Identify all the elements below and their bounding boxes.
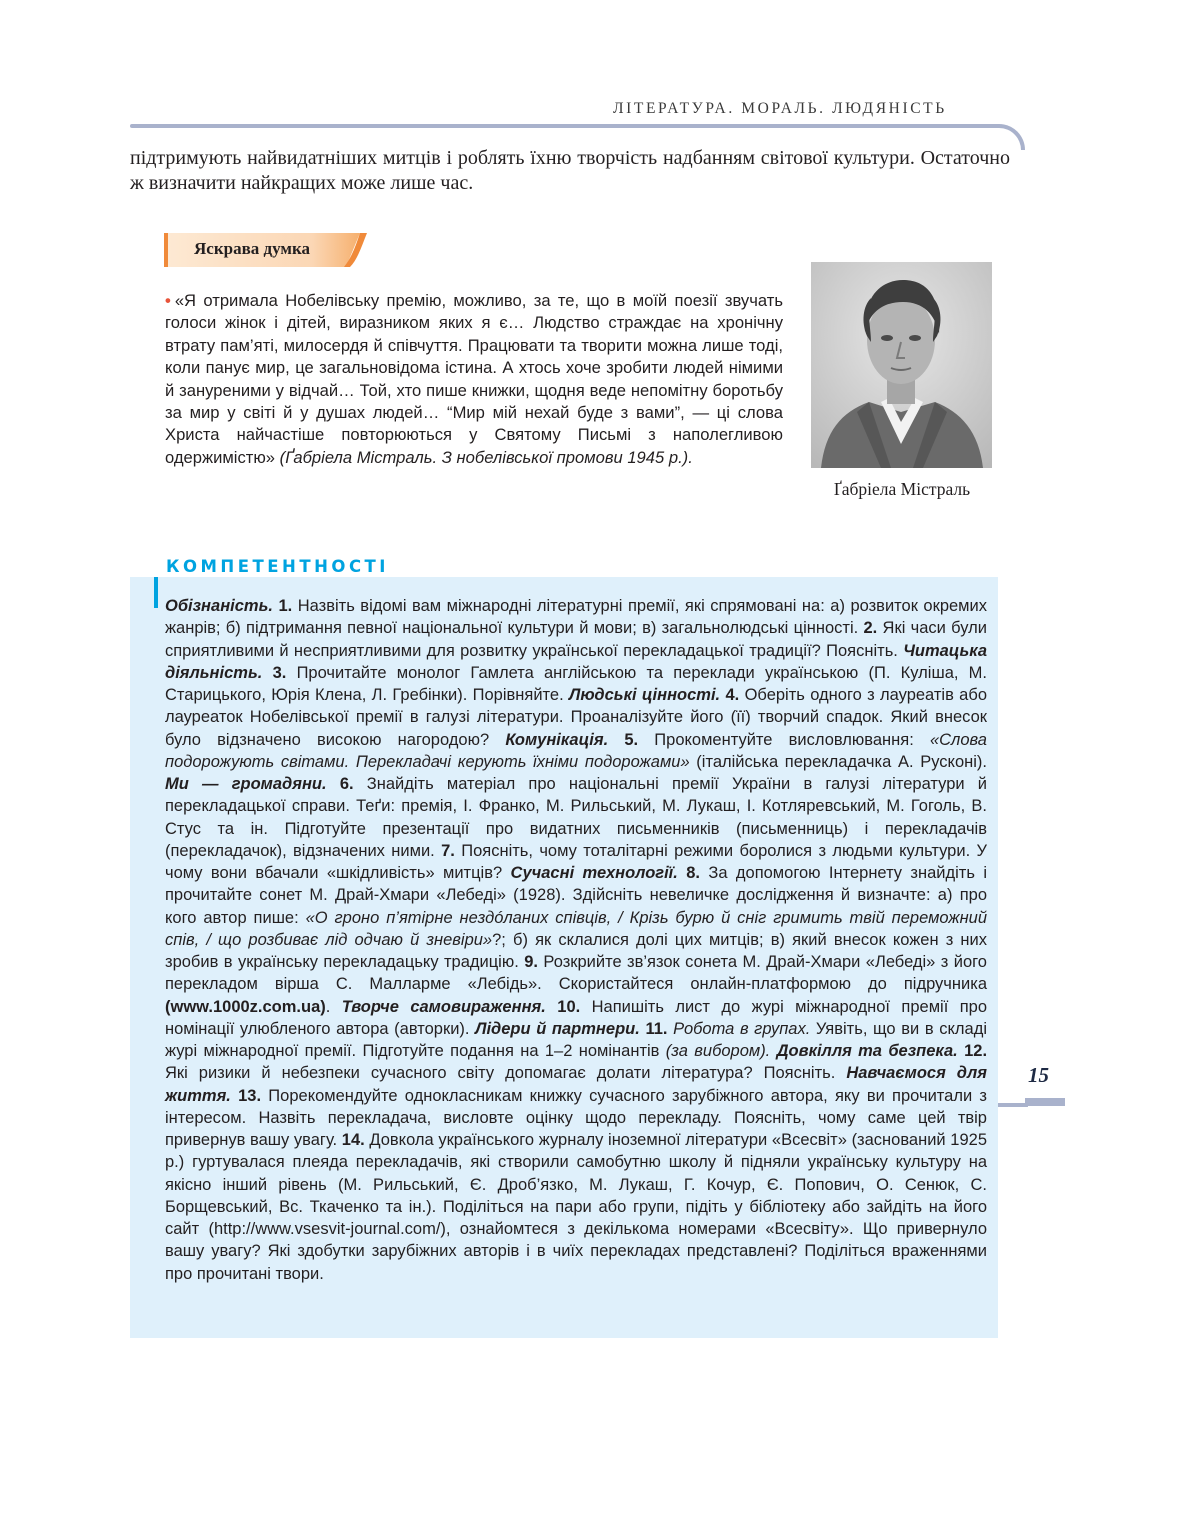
- task-number: 5.: [624, 730, 639, 749]
- task-number: 8.: [686, 864, 700, 882]
- competency-heading: Навчаємося для життя.: [165, 1064, 987, 1105]
- nobel-quote: [165, 290, 783, 469]
- quote-bullet: •: [165, 291, 171, 310]
- task-number: 1.: [278, 597, 293, 615]
- competency-heading: Лідери й партнери.: [475, 1019, 640, 1038]
- intro-text: [130, 146, 1010, 196]
- competency-heading: Обізнаність.: [165, 597, 273, 615]
- task-text: Порекомендуйте однокласникам книжку сучасного зарубіжного автора, яку ви прочитали з інтересом. Назвіть перекладача, висловте оцінку щодо перекладу. Поясніть, чому саме цей твір привернув вашу увагу.: [165, 1086, 987, 1149]
- task-number: 4.: [725, 686, 740, 704]
- task-text: За допомогою Інтернету знайдіть і прочитайте сонет М. Драй-Хмари «Лебеді» (1928). Здійсніть невеличке дослідження й визначте: а) про кого автор пише:: [165, 864, 987, 927]
- competency-heading: Творче самовираження.: [341, 997, 546, 1016]
- task-text: (італійська перекладачка А. Русконі).: [689, 752, 987, 771]
- competencies-accent-bar: [154, 577, 158, 608]
- thought-tag: [164, 231, 368, 269]
- task-text: Знайдіть матеріал про національні премії України в галузі літератури й перекладацької справи. Теґи: премія, І. Франко, М. Рильський, М. Лукаш, І. Котляревський, М. Гоголь, В. Стус та ін. Підготуйте презентації про видатних письменників (письменниць) і перекладачів (перекладачок), відзначених ними.: [165, 775, 987, 860]
- task-number: 11.: [645, 1019, 668, 1038]
- competencies-text: [165, 595, 987, 1285]
- competency-heading: Ми — громадяни.: [165, 775, 327, 793]
- task-text: Напишіть лист до журі міжнародної премії про номінації улюбленого автора (авторки).: [165, 997, 987, 1038]
- header-rule: [130, 124, 1000, 128]
- task-number: 12.: [964, 1042, 988, 1060]
- task-text: Прокоментуйте висловлювання:: [638, 730, 930, 749]
- task-text: .: [325, 997, 342, 1016]
- task-quote: «О гроно п’ятірне нездóланих співців, / Крізь бурю й сніг гримить твій переможний спів, / що розбиває лід одчаю й зневіри»: [165, 908, 987, 949]
- task-mode: Робота в групах.: [673, 1019, 811, 1038]
- quote-citation: (Ґабріела Містраль. З нобелівської промови 1945 р.).: [279, 447, 693, 467]
- thought-label: Яскрава думка: [194, 239, 310, 258]
- competency-heading: Довкілля та безпека.: [776, 1042, 958, 1060]
- task-number: 2.: [863, 619, 878, 638]
- running-title: ЛІТЕРАТУРА. МОРАЛЬ. ЛЮДЯНІСТЬ: [613, 100, 947, 117]
- page-number-bar: [1025, 1098, 1065, 1106]
- task-text: Які ризики й небезпеки сучасного світу допомагає долати література? Поясніть.: [165, 1064, 847, 1083]
- task-number: 3.: [272, 663, 287, 682]
- task-text: Поясніть, чому тоталітарні режими боролися з людьми культури. У чому вони вбачали «шкідливість» митців?: [165, 841, 987, 882]
- task-number: 7.: [441, 841, 455, 860]
- task-text: ?; б) як склалися долі цих митців; в) який внесок кожен з них зробив в українську перекладацьку традицію.: [165, 930, 987, 971]
- portrait-caption: Ґабріела Містраль: [833, 479, 971, 499]
- task-text: Довкола українського журналу іноземної літератури «Всесвіт» (заснований 1925 р.) гуртувалася плеяда перекладачів, які створили самобутню школу й підняли українську культуру на якісно інший рівень (М. Рильський, Є. Дроб’язко, М. Лукаш, Г. Кочур, Є. Попович, О. Сенюк, С. Борщевський, Вс. Ткаченко та ін.). Поділіться на пари або групи, підіть у бібліотеку або зайдіть на його сайт (http://www.vsesvit-journal.com/), ознайомтеся з декількома номерами «Всесвіту». Що привернуло вашу увагу? Які здобутки зарубіжних авторів і в чиїх перекладах представлені? Поділіться враженнями про прочитані твори.: [165, 1131, 987, 1283]
- task-number: 6.: [339, 775, 354, 793]
- page-number-curl: [998, 1089, 1028, 1107]
- task-text: Розкрийте зв’язок сонета М. Драй-Хмари «Лебеді» з його перекладом вірша С. Малларме «Лебідь». Скористайтеся онлайн-платформою до підручника: [165, 953, 987, 994]
- competency-heading: Читацька діяльність.: [165, 641, 987, 682]
- task-text: Назвіть відомі вам міжнародні літературні премії, які спрямовані на: а) розвиток окремих жанрів; б) підтримання певної національної культури й мови; в) загальнолюдські цінності.: [165, 597, 987, 638]
- competencies-title: КОМПЕТЕНТНОСТІ: [166, 557, 389, 576]
- competency-heading: Сучасні технології.: [510, 864, 678, 882]
- page-number: 15: [1028, 1063, 1049, 1087]
- task-text: Оберіть одного з лауреатів або лауреаток Нобелівської премії в галузі літератури. Проаналізуйте його (її) творчий спадок. Який внесок було відзначено високою нагородою?: [165, 686, 987, 749]
- competency-heading: Людські цінності.: [569, 686, 721, 704]
- competency-heading: Комунікація.: [505, 730, 609, 749]
- intro-paragraph: підтримують найвидатніших митців і роблять їхню творчість надбанням світової культури. Остаточно ж визначити найкращих може лише час.: [130, 147, 1010, 194]
- task-number: 9.: [524, 953, 538, 971]
- task-text: Уявіть, що ви в складі журі міжнародної премії. Підготуйте подання на 1–2 номінантів: [165, 1019, 987, 1060]
- task-quote: «Слова подорожують світами. Перекладачі керують їхніми подорожами»: [165, 730, 987, 771]
- task-number: 10.: [557, 997, 581, 1016]
- task-number: 14.: [341, 1131, 365, 1149]
- task-note: (за вибором).: [665, 1042, 771, 1060]
- platform-link: (www.1000z.com.ua): [165, 997, 326, 1016]
- quote-text: «Я отримала Нобелівську премію, можливо, за те, що в моїй поезії звучать голоси жінок і дітей, виразником яких я є… Людство страждає на хронічну втрату пам’яті, милосердя й співчуття. Працювати та творити можна лише тоді, коли панує мир, це загальновідома істина. А хтось хоче зробити людей німими й зануреними у відчай… Той, хто пише книжки, щодня веде непомітну боротьбу за мир у світі й у душах людей… “Мир мій нехай буде з вами”, — ці слова Христа найчастіше повторюються у Святому Письмі з наполегливою одержимістю»: [165, 291, 783, 467]
- task-number: 13.: [238, 1086, 262, 1105]
- task-text: Які часи були сприятливими й несприятливими для розвитку української перекладацької традиції? Поясніть.: [165, 619, 987, 660]
- portrait-photo: [811, 262, 992, 468]
- task-text: Прочитайте монолог Гамлета англійською та переклади українською (П. Куліша, М. Старицького, Юрія Клена, Л. Гребінки). Порівняйте.: [165, 663, 987, 704]
